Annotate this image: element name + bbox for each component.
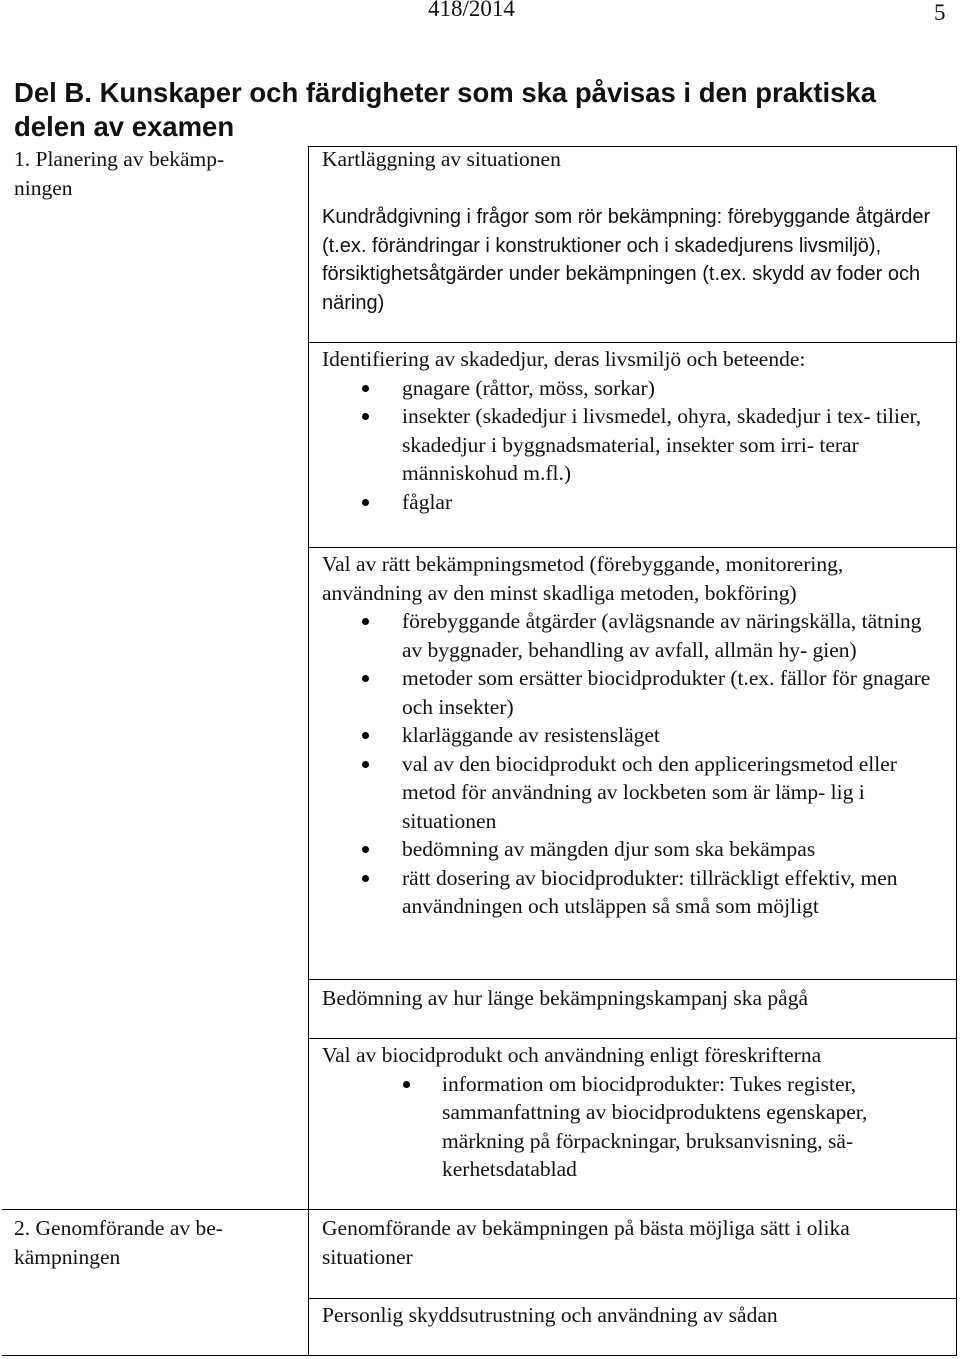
column-divider — [308, 146, 309, 1356]
table-bottom-border — [2, 1355, 957, 1356]
bullet-icon — [362, 846, 369, 853]
cell-kartlaggning: Kartläggning av situationen — [322, 147, 561, 171]
bullet-icon — [362, 761, 369, 768]
list-item: val av den biocidprodukt och den appliceringsmetod eller metod för användning av lockbeten som är lämp- lig i situationen — [322, 750, 942, 836]
list-item: insekter (skadedjur i livsmedel, ohyra, skadedjur i tex- tilier, skadedjur i byggnadsmaterial, insekter som irri- terar människohud m.fl.) — [322, 402, 942, 488]
bullet-icon — [362, 732, 369, 739]
list-item: fåglar — [322, 488, 942, 517]
document-number: 418/2014 — [428, 0, 515, 21]
row-border — [308, 342, 957, 343]
page-header — [0, 0, 960, 30]
cell-genomforande: Genomförande av bekämpningen på bästa möjliga sätt i olika situationer — [322, 1216, 850, 1269]
val-metod-list — [322, 607, 942, 921]
bullet-icon — [362, 618, 369, 625]
bullet-icon — [362, 675, 369, 682]
row-border — [308, 979, 957, 980]
list-item: bedömning av mängden djur som ska bekämpas — [322, 835, 942, 864]
identifiering-intro: Identifiering av skadedjur, deras livsmiljö och beteende: — [322, 347, 806, 371]
cell-val-biocid — [322, 1041, 942, 1184]
list-item: klarläggande av resistensläget — [322, 721, 942, 750]
row-border — [2, 1209, 957, 1210]
identifiering-list — [322, 374, 942, 517]
bullet-icon — [362, 875, 369, 882]
bullet-icon — [362, 413, 369, 420]
bullet-icon — [403, 1081, 410, 1088]
row-border — [308, 1038, 957, 1039]
table-right-border — [956, 146, 957, 1356]
list-item: gnagare (råttor, möss, sorkar) — [322, 374, 942, 403]
row-label-genomforande: 2. Genomförande av be- kämpningen — [14, 1216, 223, 1269]
cell-bedomning: Bedömning av hur länge bekämpningskampanj ska pågå — [322, 986, 809, 1010]
list-item: metoder som ersätter biocidprodukter (t.ex. fällor för gnagare och insekter) — [322, 664, 942, 721]
cell-kundradgivning: Kundrådgivning i frågor som rör bekämpning: förebyggande åtgärder (t.ex. förändringar i konstruktioner och i skadedjurens livsmiljö), försiktighetsåtgärder under bekämpningen (t.ex. skydd av foder och näring) — [322, 206, 931, 314]
val-biocid-list — [322, 1070, 942, 1184]
list-item: förebyggande åtgärder (avlägsnande av näringskälla, tätning av byggnader, behandling av avfall, allmän hy- gien) — [322, 607, 942, 664]
list-item: information om biocidprodukter: Tukes register, sammanfattning av biocidproduktens egenskaper, märkning på förpackningar, bruksanvisning, sä- kerhetsdatablad — [322, 1070, 942, 1184]
section-title: Del B. Kunskaper och färdigheter som ska påvisas i den praktiska delen av examen — [14, 77, 876, 142]
val-biocid-intro: Val av biocidprodukt och användning enligt föreskrifterna — [322, 1043, 822, 1067]
list-item: rätt dosering av biocidprodukter: tillräckligt effektiv, men användningen och utsläppen så små som möjligt — [322, 864, 942, 921]
cell-identifiering — [322, 345, 942, 516]
bullet-icon — [362, 385, 369, 392]
cell-skyddsutrustning: Personlig skyddsutrustning och användning av sådan — [322, 1303, 778, 1327]
row-label-planering: 1. Planering av bekämp- ningen — [14, 147, 225, 200]
requirements-table — [2, 146, 958, 1358]
page-number: 5 — [934, 0, 946, 25]
row-border — [308, 547, 957, 548]
bullet-icon — [362, 499, 369, 506]
cell-val-metod — [322, 550, 942, 921]
row-border — [308, 1298, 957, 1299]
val-metod-intro: Val av rätt bekämpningsmetod (förebyggande, monitorering, användning av den minst skadliga metoden, bokföring) — [322, 552, 844, 605]
